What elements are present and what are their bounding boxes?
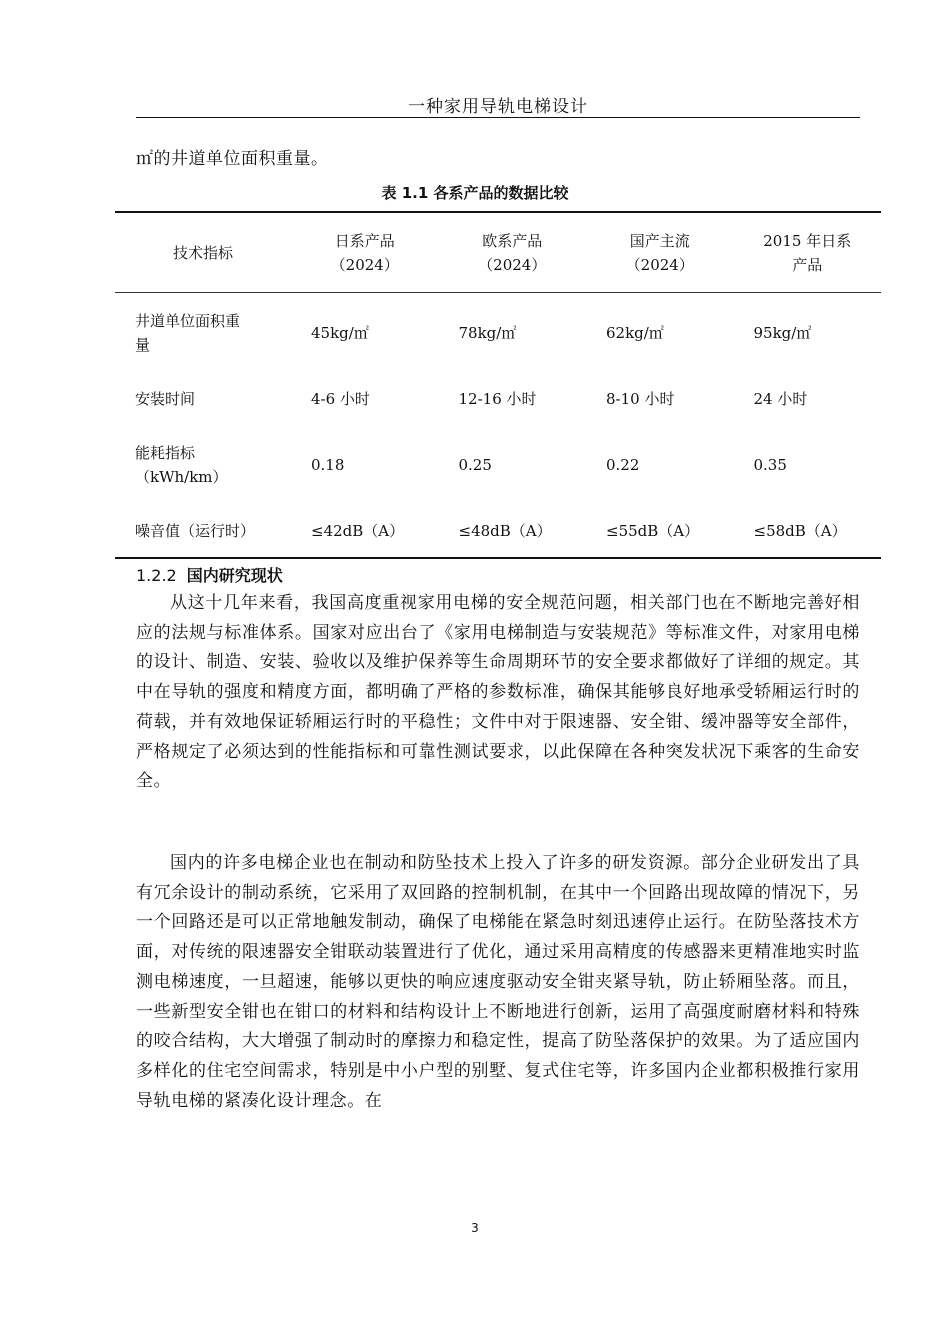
section-heading — [136, 563, 283, 586]
table-row — [115, 373, 881, 424]
row-label: 井道单位面积重 量 — [135, 312, 241, 354]
body-paragraph: 从这十几年来看，我国高度重视家用电梯的安全规范问题，相关部门也在不断地完善好相应的法规与标准体系。国家对应出台了《家用电梯制造与安装规范》等标准文件，对家用电梯的设计、制造、安装、验收以及维护保养等生命周期环节的安全要求都做好了详细的规定。其中在导轨的强度和精度方面，都明确了严格的参数标准，确保其能够良好地承受轿厢运行时的荷载，并有效地保证轿厢运行时的平稳性；文件中对于限速器、安全钳、缓冲器等安全部件，严格规定了必须达到的性能指标和可靠性测试要求，以此保障在各种突发状况下乘客的生命安全。 — [136, 593, 860, 792]
table-cell: ≤58dB（A） — [753, 522, 847, 540]
table-row — [115, 505, 881, 558]
header-cell: 2015 年日系 产品 — [734, 212, 882, 293]
table-cell: 12-16 小时 — [458, 389, 537, 408]
body-paragraph: 国内的许多电梯企业也在制动和防坠技术上投入了许多的研发资源。部分企业研发出了具有冗余设计的制动系统，它采用了双回路的控制机制，在其中一个回路出现故障的情况下，另一个回路还是可以正常地触发制动，确保了电梯能在紧急时刻迅速停止运行。在防坠落技术方面，对传统的限速器安全钳联动装置进行了优化，通过采用高精度的传感器来更精准地实时监测电梯速度，一旦超速，能够以更快的响应速度驱动安全钳夹紧导轨，防止轿厢坠落。而且，一些新型安全钳也在钳口的材料和结构设计上不断地进行创新，运用了高强度耐磨材料和特殊的咬合结构，大大增强了制动时的摩擦力和稳定性，提高了防坠落保护的效果。为了适应国内多样化的住宅空间需求，特别是中小户型的别墅、复式住宅等，许多国内企业都积极推行家用导轨电梯的紧凑化设计理念。在 — [136, 853, 860, 1111]
table-row — [115, 424, 881, 505]
table-cell: 78kg/㎡ — [458, 324, 517, 342]
section-title: 国内研究现状 — [186, 566, 283, 585]
table-cell: ≤42dB（A） — [311, 522, 405, 540]
row-label: 安装时间 — [135, 389, 196, 408]
page-number: 3 — [471, 1221, 479, 1235]
table-cell: ≤55dB（A） — [606, 522, 700, 540]
row-label: 能耗指标 （kWh/km） — [135, 443, 228, 486]
table-cell: 0.35 — [753, 455, 787, 474]
header-rule — [136, 117, 860, 118]
header-cell: 国产主流 （2024） — [586, 212, 734, 293]
table-cell: 8-10 小时 — [606, 389, 675, 408]
header-cell: 欧系产品 （2024） — [439, 212, 587, 293]
table-cell: 4-6 小时 — [311, 389, 370, 408]
comparison-table — [115, 211, 881, 559]
table-cell: 0.25 — [458, 455, 492, 474]
table-cell: ≤48dB（A） — [458, 522, 552, 540]
table-cell: 45kg/㎡ — [311, 324, 369, 342]
table-caption: 表 1.1 各系产品的数据比较 — [381, 184, 569, 202]
table-cell: 0.18 — [311, 455, 345, 474]
table-cell: 0.22 — [606, 455, 640, 474]
table-row — [115, 293, 881, 374]
table-cell: 95kg/㎡ — [753, 324, 812, 342]
lead-text: ㎡的井道单位面积重量。 — [136, 149, 329, 169]
table-header-row — [115, 212, 881, 293]
section-number: 1.2.2 — [136, 566, 177, 585]
table-cell: 62kg/㎡ — [606, 324, 664, 342]
header-cell: 日系产品 （2024） — [291, 212, 439, 293]
row-label: 噪音值（运行时） — [135, 522, 256, 540]
page-header-title: 一种家用导轨电梯设计 — [408, 97, 588, 117]
header-cell: 技术指标 — [115, 212, 291, 293]
table-cell: 24 小时 — [753, 389, 808, 408]
